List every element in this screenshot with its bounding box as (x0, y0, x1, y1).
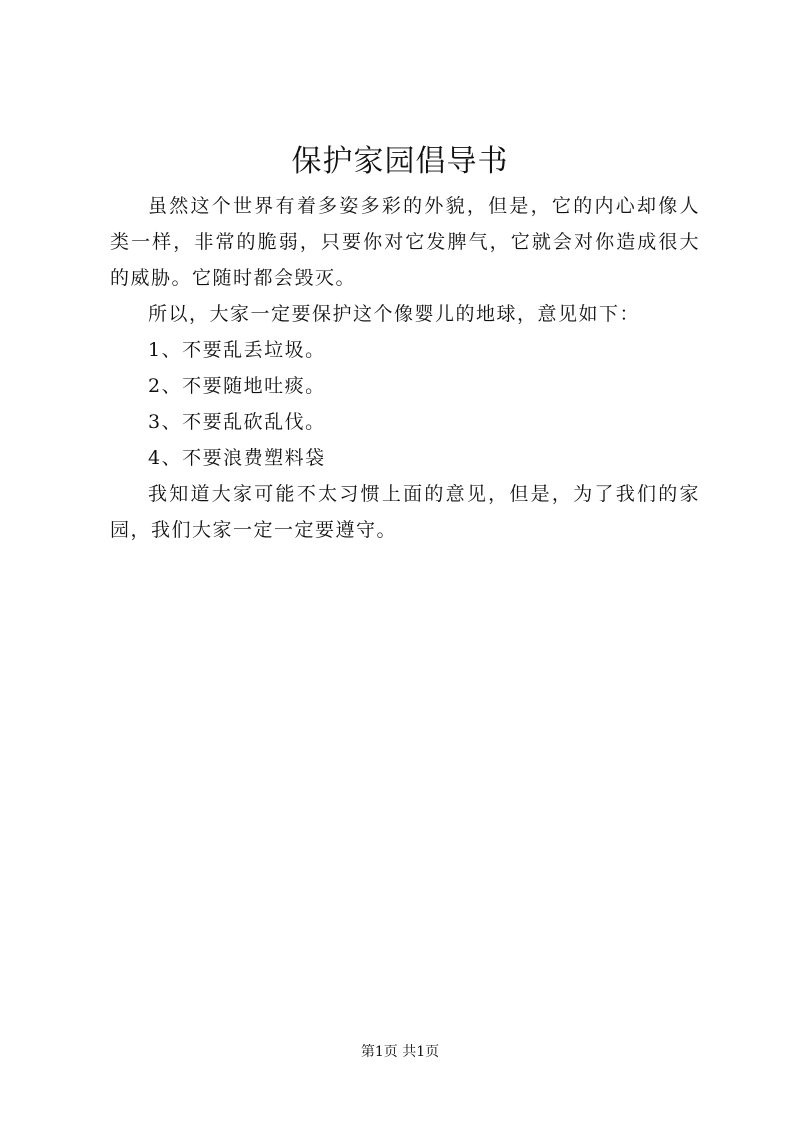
document-title: 保护家园倡导书 (291, 144, 509, 179)
paragraph-intro: 虽然这个世界有着多姿多彩的外貌，但是，它的内心却像人类一样，非常的脆弱，只要你对它发脾气，它就会对你造成很大的威胁。它随时都会毁灭。 (110, 195, 700, 289)
list-item-2: 2、不要随地吐痰。 (148, 375, 326, 397)
page-number-footer: 第1页 共1页 (360, 1044, 440, 1060)
paragraph-suggestions-lead: 所以，大家一定要保护这个像婴儿的地球，意见如下： (148, 303, 641, 325)
document-body (110, 188, 700, 548)
list-item-3: 3、不要乱砍乱伐。 (148, 411, 326, 433)
paragraph-conclusion: 我知道大家可能不太习惯上面的意见，但是，为了我们的家园，我们大家一定一定要遵守。 (110, 483, 700, 541)
list-item-4: 4、不要浪费塑料袋 (148, 447, 326, 469)
list-item-1: 1、不要乱丢垃圾。 (148, 339, 326, 361)
